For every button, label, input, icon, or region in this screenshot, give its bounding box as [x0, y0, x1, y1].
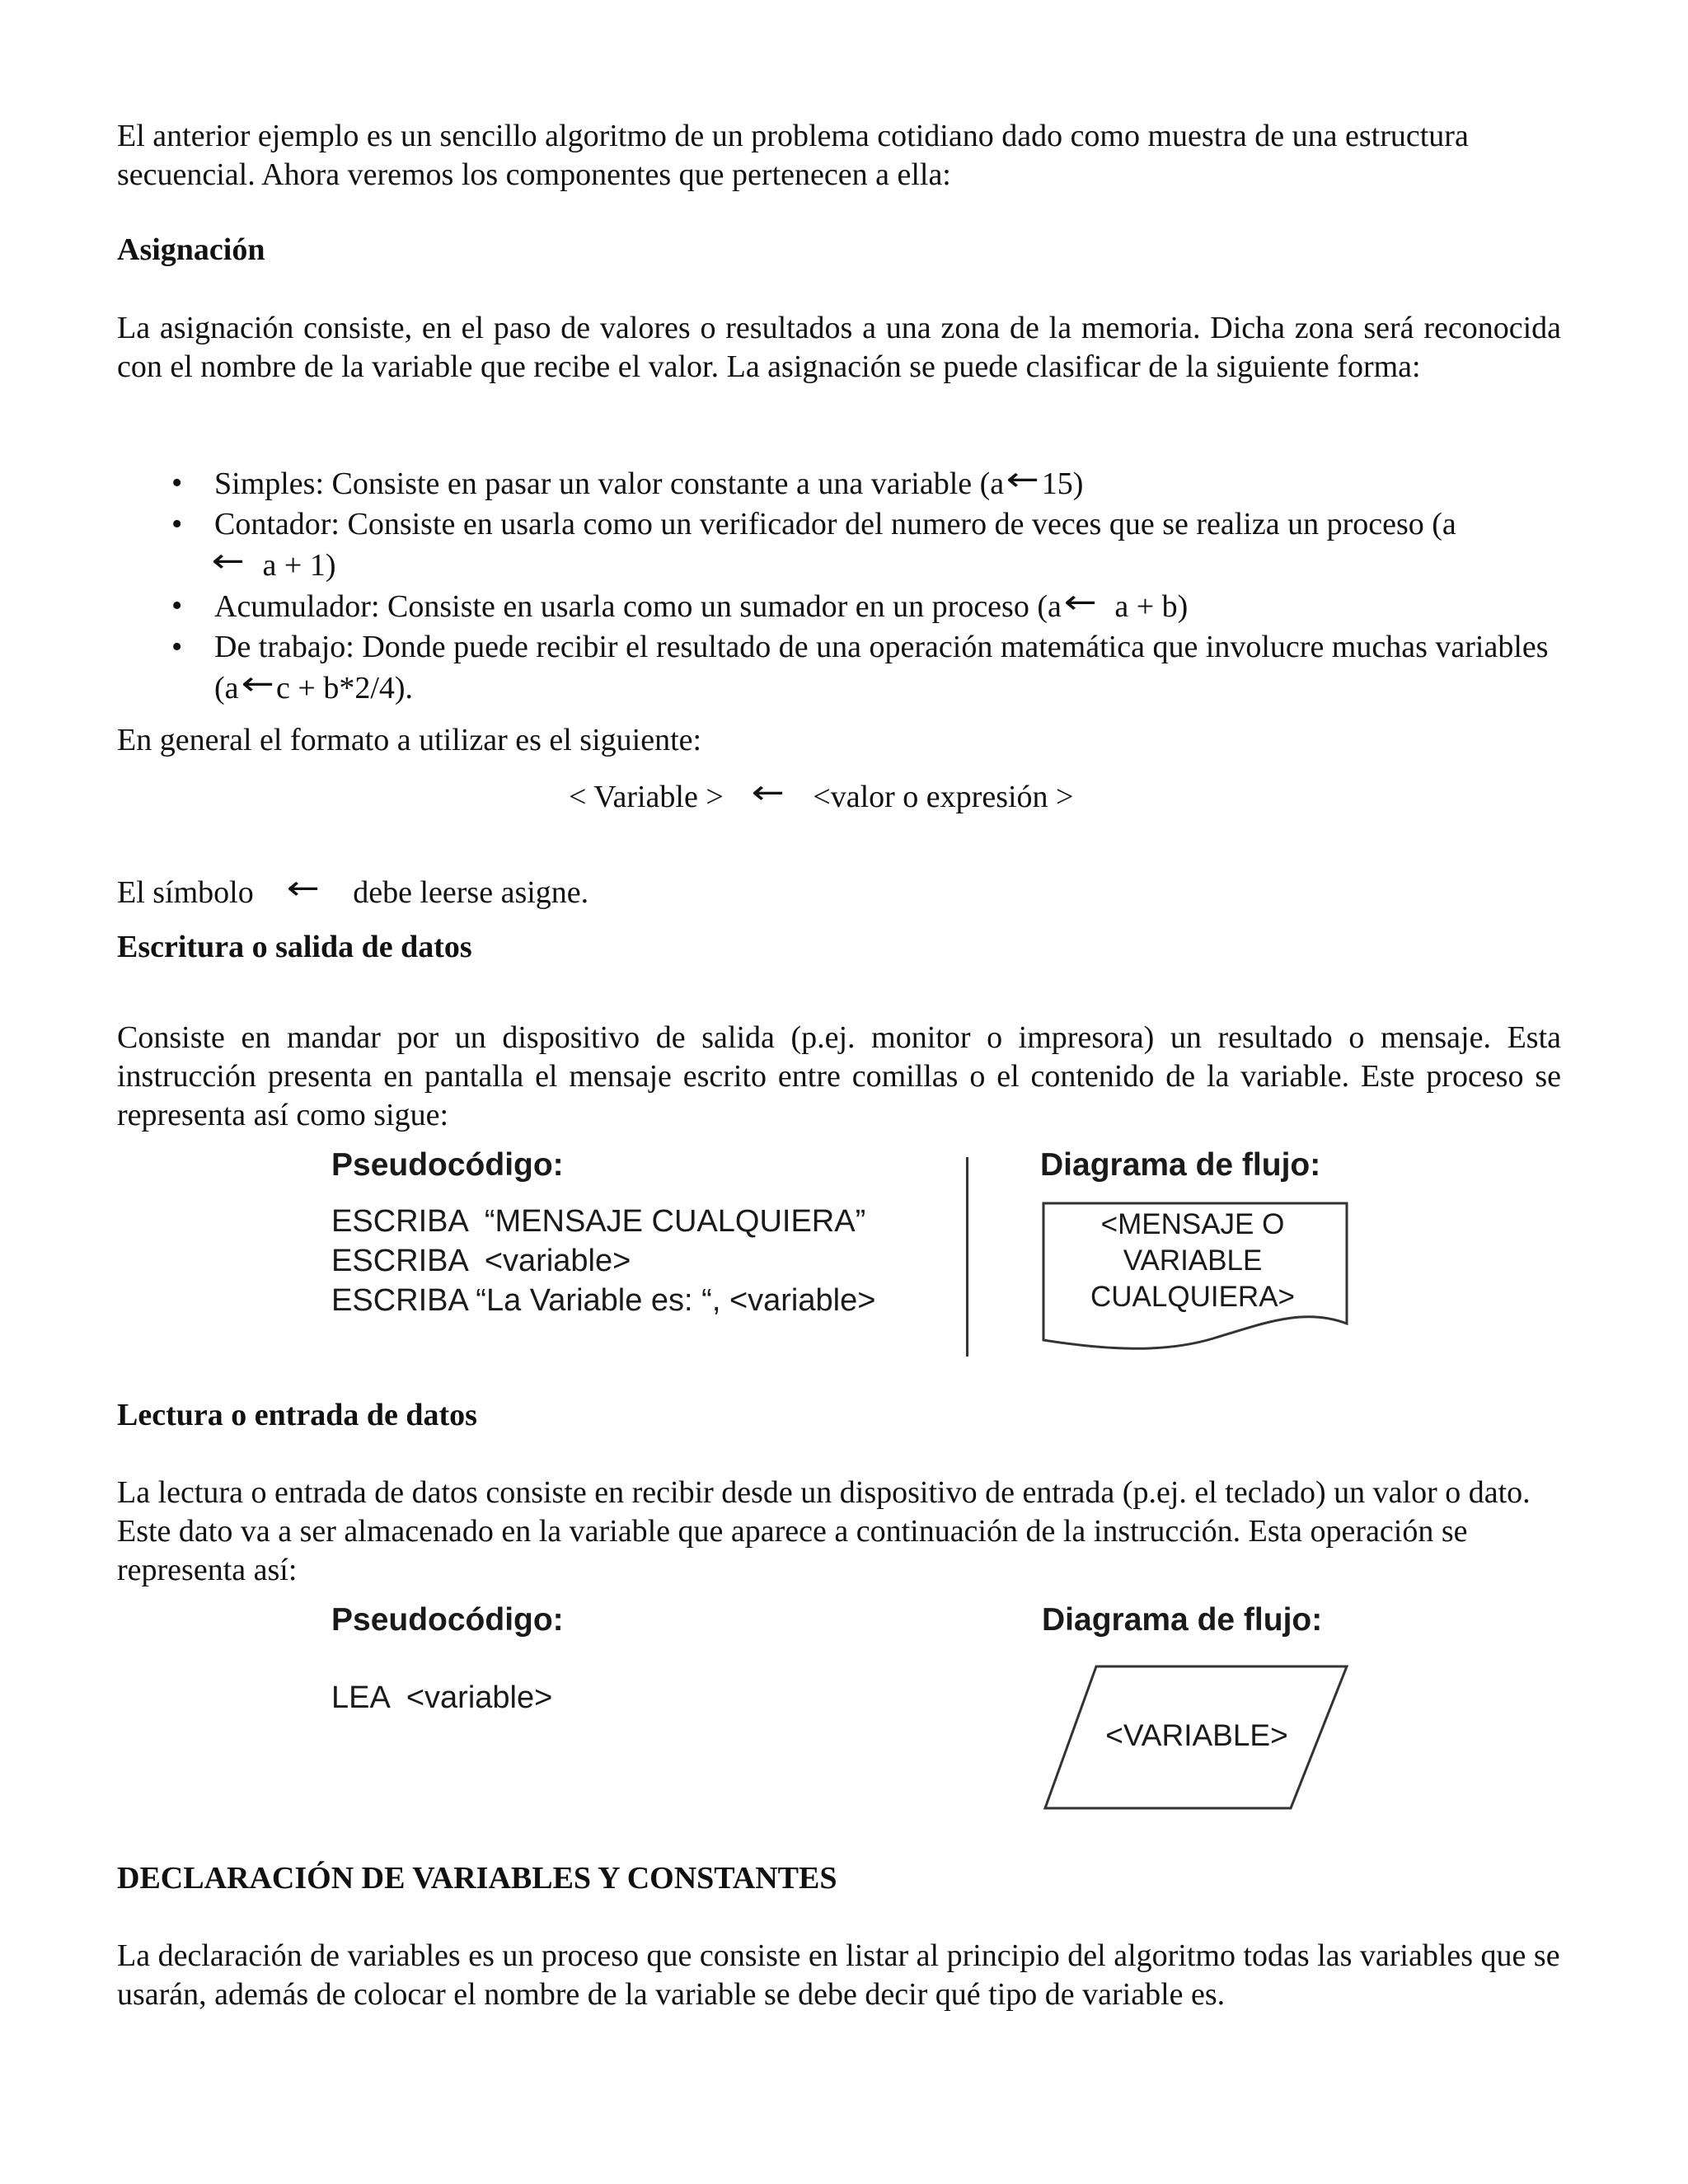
escritura-flow-title: Diagrama de flujo:	[1040, 1147, 1321, 1183]
symbol-note-post: debe leerse asigne.	[353, 875, 589, 910]
list-item-text: Simples: Consiste en pasar un valor constante a una variable (a	[214, 466, 1005, 501]
symbol-note	[117, 869, 589, 912]
escritura-pseudo-line: ESCRIBA “MENSAJE CUALQUIERA”	[331, 1204, 866, 1239]
heading-asignacion: Asignación	[117, 232, 265, 267]
list-item-text: De trabajo: Donde puede recibir el resultado de una operación matemática que involucre muchas variables (a	[214, 630, 1549, 705]
list-item-expression: 15)	[1041, 466, 1084, 501]
format-variable: < Variable >	[569, 780, 724, 814]
heading-lectura: Lectura o entrada de datos	[117, 1398, 477, 1432]
assign-arrow-icon: ←	[286, 869, 321, 907]
lectura-pseudo-title: Pseudocódigo:	[331, 1602, 564, 1638]
bullet-marker: •	[171, 507, 183, 541]
asignacion-paragraph: La asignación consiste, en el paso de valores o resultados a una zona de la memoria. Dicha zona será reconocida con el nombre de la variable que recibe el valor. La asignación se puede clasificar de la siguiente forma:	[117, 311, 1561, 384]
list-item-expression: a + 1)	[262, 548, 336, 583]
flow-output-text	[1040, 1207, 1345, 1315]
list-item	[117, 627, 1561, 709]
format-intro: En general el formato a utilizar es el siguiente:	[117, 723, 702, 757]
escritura-pseudo-title: Pseudocódigo:	[331, 1147, 564, 1183]
bullet-marker: •	[171, 630, 183, 664]
figure-divider	[966, 1157, 968, 1357]
escritura-paragraph: Consiste en mandar por un dispositivo de salida (p.ej. monitor o impresora) un resultado o mensaje. Esta instrucción presenta en pantalla el mensaje escrito entre comillas o el contenido de la variable. Este proceso se representa así como sigue:	[117, 1020, 1561, 1132]
bullet-marker: •	[171, 466, 183, 500]
list-item	[117, 463, 1561, 504]
assign-arrow-icon: ←	[211, 542, 245, 580]
list-item-text: Contador: Consiste en usarla como un verificador del numero de veces que se realiza un proceso (a	[214, 507, 1456, 541]
format-expression: <valor o expresión >	[813, 780, 1074, 814]
heading-escritura: Escritura o salida de datos	[117, 930, 472, 964]
flow-output-line: <MENSAJE O	[1100, 1208, 1285, 1240]
symbol-note-pre: El símbolo	[117, 875, 254, 910]
declaracion-paragraph: La declaración de variables es un proceso que consiste en listar al principio del algoritmo todas las variables que se usarán, además de colocar el nombre de la variable se debe decir qué tipo de variable es.	[117, 1938, 1560, 2012]
escritura-pseudo-line: ESCRIBA “La Variable es: “, <variable>	[331, 1283, 876, 1318]
list-item	[117, 583, 1561, 627]
assign-arrow-icon: ←	[1063, 583, 1097, 621]
assign-arrow-icon: ←	[751, 774, 785, 812]
asignacion-types-list	[117, 463, 1561, 709]
flow-output-line: CUALQUIERA>	[1090, 1281, 1295, 1313]
list-item-expression: c + b*2/4).	[276, 671, 414, 705]
flow-output-line: VARIABLE	[1123, 1244, 1263, 1277]
lectura-flow-title: Diagrama de flujo:	[1042, 1602, 1323, 1638]
lectura-pseudo-line: LEA <variable>	[331, 1680, 553, 1715]
list-item	[117, 504, 1561, 586]
intro-paragraph: El anterior ejemplo es un sencillo algoritmo de un problema cotidiano dado como muestra de una estructura secuencial. Ahora veremos los componentes que pertenecen a ella:	[117, 119, 1469, 192]
bullet-marker: •	[171, 588, 183, 623]
flow-input-text: <VARIABLE>	[1105, 1718, 1288, 1752]
assign-arrow-icon: ←	[1006, 461, 1040, 499]
list-item-expression: a + b)	[1114, 589, 1189, 624]
list-item-text: Acumulador: Consiste en usarla como un sumador en un proceso (a	[214, 589, 1062, 624]
assignment-format	[569, 776, 1073, 817]
assign-arrow-icon: ←	[241, 665, 274, 703]
heading-declaracion: DECLARACIÓN DE VARIABLES Y CONSTANTES	[117, 1861, 837, 1896]
lectura-paragraph: La lectura o entrada de datos consiste en recibir desde un dispositivo de entrada (p.ej. el teclado) un valor o dato. Este dato va a ser almacenado en la variable que aparece a continuación de la instrucción. Esta operación se representa así:	[117, 1475, 1531, 1587]
escritura-pseudo-line: ESCRIBA <variable>	[331, 1244, 631, 1278]
